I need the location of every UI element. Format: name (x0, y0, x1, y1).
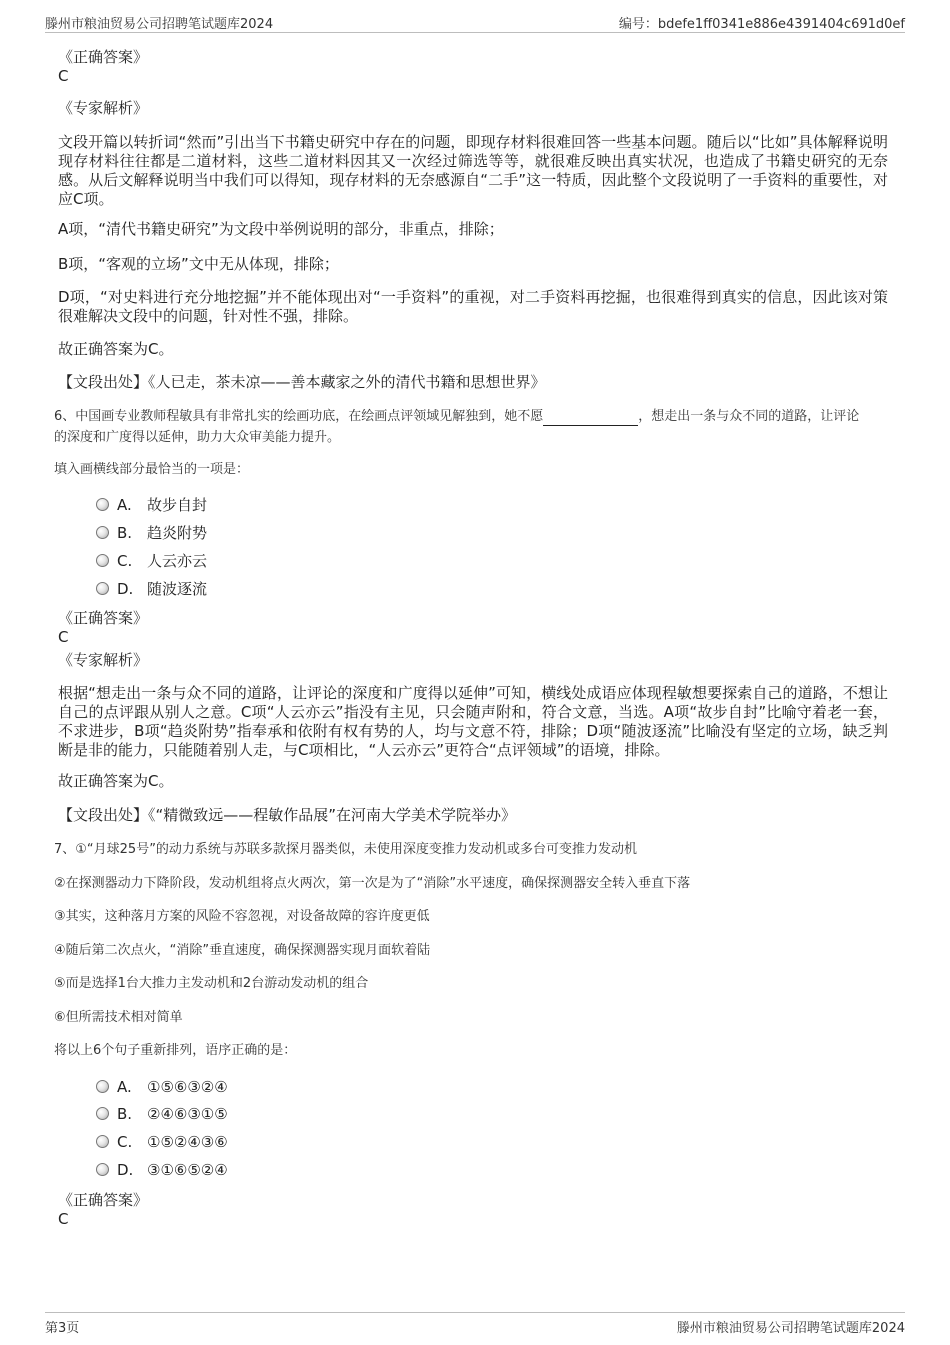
q6-analysis-p1: 根据“想走出一条与众不同的道路，让评论的深度和广度得以延伸”可知，横线处成语应体现程敏想要探索自己的道路，不想让自己的点评跟从别人之意。C项“人云亦云”指没有主见，只会随声附和，符合文意，当选。A项“故步自封”比喻守着老一套，不求进步，B项“趋炎附势”指奉承和依附有权有势的人，均与文意不符，排除；D项“随波逐流”比喻没有坚定的立场，缺乏判断是非的能力，只能随着别人走，与C项相比，“人云亦云”更符合“点评领域”的语境，排除。 (58, 684, 888, 759)
q7-option-b[interactable] (96, 1104, 228, 1124)
q5-analysis-p1: 文段开篇以转折词“然而”引出当下书籍史研究中存在的问题，即现存材料很难回答一些基本问题。随后以“比如”具体解释说明现存材料往往都是二道材料，这些二道材料因其又一次经过筛选等等，就很难反映出真实状况，也造成了书籍史研究的无奈感。从后文解释说明当中我们可以得知，现存材料的无奈感源自“二手”这一特质，因此整个文段说明了一手资料的重要性，对应C项。 (58, 133, 888, 208)
q5-answer-heading: 《正确答案》 (58, 48, 149, 66)
radio-icon[interactable] (96, 498, 109, 511)
q6-option-d[interactable] (96, 579, 207, 599)
q7-sentence-4: ④随后第二次点火，“消除”垂直速度，确保探测器实现月面软着陆 (54, 943, 431, 958)
q7-option-d-text: ③①⑥⑤②④ (147, 1161, 228, 1179)
q6-source: 【文段出处】《“精微致远——程敏作品展”在河南大学美术学院举办》 (58, 806, 517, 824)
page-header (45, 10, 905, 33)
q6-option-d-text: 随波逐流 (147, 580, 208, 598)
q7-option-a[interactable] (96, 1077, 228, 1097)
q5-conclusion: 故正确答案为C。 (58, 340, 174, 358)
q7-option-d-label: D. (117, 1161, 134, 1179)
q6-option-b-label: B. (117, 524, 133, 542)
q6-option-c[interactable] (96, 551, 207, 571)
q7-option-a-label: A. (117, 1078, 132, 1096)
q7-answer-heading: 《正确答案》 (58, 1191, 149, 1209)
q7-answer: C (58, 1210, 69, 1228)
q6-conclusion: 故正确答案为C。 (58, 772, 174, 790)
q7-option-b-label: B. (117, 1105, 133, 1123)
footer-page-number: 第3页 (45, 1321, 80, 1336)
q6-option-a-text: 故步自封 (147, 496, 208, 514)
q5-analysis-heading: 《专家解析》 (58, 99, 149, 117)
radio-icon[interactable] (96, 1135, 109, 1148)
header-serial: 编号：bdefe1ff0341e886e4391404c691d0ef (618, 17, 905, 32)
radio-icon[interactable] (96, 1080, 109, 1093)
radio-icon[interactable] (96, 554, 109, 567)
q7-option-c-label: C. (117, 1133, 133, 1151)
q5-analysis-p3: B项，“客观的立场”文中无从体现，排除； (58, 255, 339, 273)
radio-icon[interactable] (96, 582, 109, 595)
q6-analysis-heading: 《专家解析》 (58, 651, 149, 669)
q5-source: 【文段出处】《人已走，茶未凉——善本藏家之外的清代书籍和思想世界》 (58, 373, 546, 391)
header-title: 滕州市粮油贸易公司招聘笔试题库2024 (45, 17, 274, 32)
q7-sentence-5: ⑤而是选择1台大推力主发动机和2台游动发动机的组合 (54, 976, 369, 991)
page-footer (45, 1312, 905, 1337)
q7-sentence-1: 7、①“月球25号”的动力系统与苏联多款探月器类似，未使用深度变推力发动机或多台可变推力发动机 (54, 842, 637, 857)
q5-analysis-p4: D项，“对史料进行充分地挖掘”并不能体现出对“一手资料”的重视，对二手资料再挖掘，也很难得到真实的信息，因此该对策很难解决文段中的问题，针对性不强，排除。 (58, 288, 888, 325)
q7-sentence-2: ②在探测器动力下降阶段，发动机组将点火两次，第一次是为了“消除”水平速度，确保探测器安全转入垂直下落 (54, 876, 691, 891)
q6-answer-heading: 《正确答案》 (58, 609, 149, 627)
q6-option-a-label: A. (117, 496, 132, 514)
q7-option-c[interactable] (96, 1132, 228, 1152)
q6-stem-b: ，想走出一条与众不同的道路，让评论 (638, 409, 860, 424)
q7-sentence-6: ⑥但所需技术相对简单 (54, 1010, 183, 1025)
q6-blank (543, 411, 638, 426)
q6-option-c-label: C. (117, 552, 133, 570)
q6-prompt: 填入画横线部分最恰当的一项是： (54, 462, 250, 477)
q6-stem-a: 6、中国画专业教师程敏具有非常扎实的绘画功底，在绘画点评领域见解独到，她不愿 (54, 409, 544, 424)
q6-answer: C (58, 628, 69, 646)
radio-icon[interactable] (96, 1163, 109, 1176)
q6-option-b-text: 趋炎附势 (147, 524, 208, 542)
q7-sentence-3: ③其实，这种落月方案的风险不容忽视，对设备故障的容许度更低 (54, 909, 430, 924)
radio-icon[interactable] (96, 526, 109, 539)
q6-option-c-text: 人云亦云 (147, 552, 208, 570)
q7-option-b-text: ②④⑥③①⑤ (147, 1105, 228, 1123)
radio-icon[interactable] (96, 1107, 109, 1120)
q6-option-b[interactable] (96, 523, 207, 543)
q6-option-d-label: D. (117, 580, 134, 598)
q7-option-c-text: ①⑤②④③⑥ (147, 1133, 228, 1151)
q5-analysis-p2: A项，“清代书籍史研究”为文段中举例说明的部分，非重点，排除； (58, 220, 504, 238)
q7-option-a-text: ①⑤⑥③②④ (147, 1078, 228, 1096)
q7-option-d[interactable] (96, 1160, 228, 1180)
q6-option-a[interactable] (96, 495, 207, 515)
q7-prompt: 将以上6个句子重新排列，语序正确的是： (54, 1043, 297, 1058)
q5-answer: C (58, 67, 69, 85)
q6-stem-c: 的深度和广度得以延伸，助力大众审美能力提升。 (54, 430, 341, 445)
footer-title: 滕州市粮油贸易公司招聘笔试题库2024 (676, 1321, 905, 1336)
q6-stem-line1 (54, 408, 859, 426)
